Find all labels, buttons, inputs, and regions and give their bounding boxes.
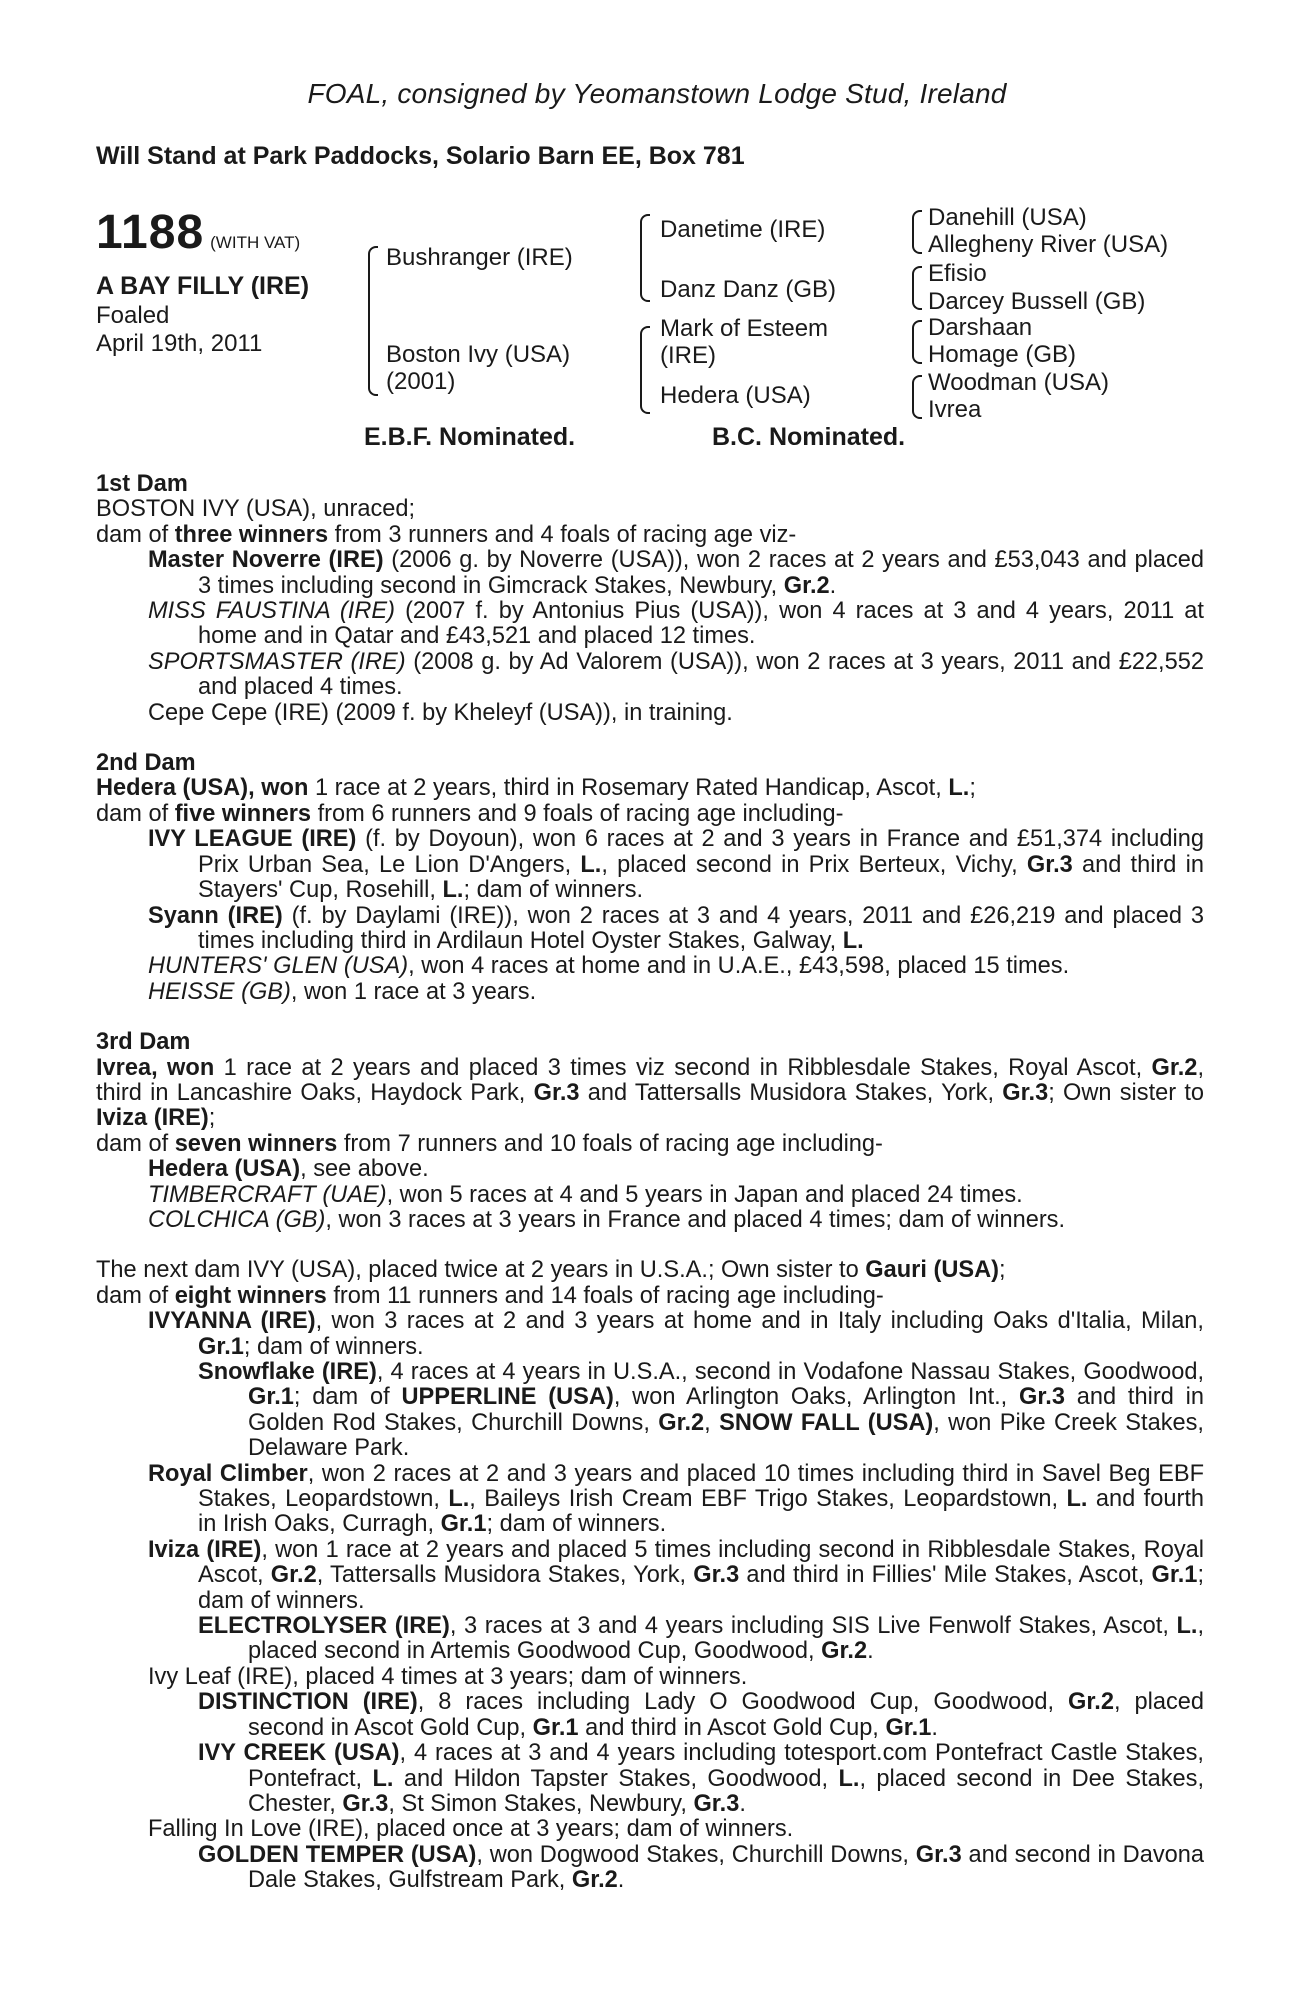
produce-entry: COLCHICA (GB), won 3 races at 3 years in France and placed 4 times; dam of winners.	[148, 1206, 1066, 1233]
produce-sub-entry: ELECTROLYSER (IRE), 3 races at 3 and 4 years including SIS Live Fenwolf Stakes, Ascot, L., placed second in Artemis Goodwood Cup, Goodwood, Gr.2.	[198, 1613, 1204, 1665]
pedigree-brace	[912, 375, 922, 419]
pedigree-sire: Bushranger (IRE)	[386, 244, 573, 271]
produce-sub-entry: DISTINCTION (IRE), 8 races including Lady O Goodwood Cup, Goodwood, Gr.2, placed second in Ascot Gold Cup, Gr.1 and third in Ascot Gold Cup, Gr.1.	[198, 1689, 1204, 1741]
pedigree-ggd-3: Homage (GB)	[928, 341, 1077, 368]
pedigree-grandsire-1: Danetime (IRE)	[660, 216, 826, 243]
pedigree-ggd-4: Ivrea	[928, 396, 982, 423]
next-dam-produce-summary: dam of eight winners from 11 runners and 14 foals of racing age including-	[96, 1282, 884, 1309]
pedigree-ggs-2: Efisio	[928, 260, 987, 287]
produce-entry: Master Noverre (IRE) (2006 g. by Noverre (USA)), won 2 races at 2 years and £53,043 and placed 3 times including second in Gimcrack Stakes, Newbury, Gr.2.	[148, 547, 1204, 599]
produce-entry: Cepe Cepe (IRE) (2009 f. by Kheleyf (USA)), in training.	[148, 699, 733, 726]
produce-entry: Ivy Leaf (IRE), placed 4 times at 3 years; dam of winners.	[148, 1663, 748, 1690]
pedigree-ggd-1: Allegheny River (USA)	[928, 231, 1169, 258]
first-dam-line: BOSTON IVY (USA), unraced;	[96, 496, 416, 523]
pedigree-grandsire-2-name: Mark of Esteem	[660, 315, 829, 342]
pedigree-brace	[640, 326, 650, 414]
bc-nomination: B.C. Nominated.	[712, 423, 906, 451]
produce-entry: Royal Climber, won 2 races at 2 and 3 years and placed 10 times including third in Savel Beg EBF Stakes, Leopardstown, L., Baileys Irish Cream EBF Trigo Stakes, Leopardstown, L. and fourth in Irish Oaks, Curragh, Gr.1; dam of winners.	[148, 1460, 1205, 1538]
pedigree-brace	[912, 320, 922, 364]
produce-entry: Falling In Love (IRE), placed once at 3 years; dam of winners.	[148, 1816, 794, 1843]
second-dam-line: Hedera (USA), won 1 race at 2 years, third in Rosemary Rated Handicap, Ascot, L.;	[96, 775, 976, 802]
pedigree-dam	[386, 341, 570, 395]
second-dam-heading: 2nd Dam	[96, 750, 196, 777]
first-dam-heading: 1st Dam	[96, 471, 188, 497]
lot-number: 1188	[96, 206, 205, 259]
third-dam-produce-summary: dam of seven winners from 7 runners and 10 foals of racing age including-	[96, 1130, 883, 1157]
produce-sub-entry: Snowflake (IRE), 4 races at 4 years in U.S.A., second in Vodafone Nassau Stakes, Goodwood, Gr.1; dam of UPPERLINE (USA), won Arlington Oaks, Arlington Int., Gr.3 and third in Golden Rod Stakes, Churchill Downs, Gr.2, SNOW FALL (USA), won Pike Creek Stakes, Delaware Park.	[198, 1359, 1205, 1462]
pedigree-dam-name: Boston Ivy (USA)	[386, 341, 571, 368]
produce-entry: Iviza (IRE), won 1 race at 2 years and placed 5 times including second in Ribblesdale Stakes, Royal Ascot, Gr.2, Tattersalls Musidora Stakes, York, Gr.3 and third in Fillies' Mile Stakes, Ascot, Gr.1; dam of winners.	[148, 1536, 1204, 1614]
foaled-date: April 19th, 2011	[96, 330, 263, 357]
pedigree-granddam-1: Danz Danz (GB)	[660, 276, 837, 303]
produce-entry: MISS FAUSTINA (IRE) (2007 f. by Antonius Pius (USA)), won 4 races at 3 and 4 years, 2011 at home and in Qatar and £43,521 and placed 12 times.	[148, 598, 1204, 650]
dam-history	[96, 472, 1204, 1894]
second-dam-produce-summary: dam of five winners from 6 runners and 9 foals of racing age including-	[96, 800, 844, 827]
pedigree-ggs-4: Woodman (USA)	[928, 369, 1109, 396]
pedigree-grandsire-2-country: (IRE)	[660, 342, 716, 369]
next-dam-line: The next dam IVY (USA), placed twice at 2 years in U.S.A.; Own sister to Gauri (USA);	[96, 1257, 1006, 1284]
pedigree-brace	[368, 246, 378, 396]
third-dam-heading: 3rd Dam	[96, 1029, 191, 1056]
produce-sub-entry: GOLDEN TEMPER (USA), won Dogwood Stakes, Churchill Downs, Gr.3 and second in Davona Dale Stakes, Gulfstream Park, Gr.2.	[198, 1841, 1204, 1894]
pedigree-dam-year: (2001)	[386, 368, 456, 395]
pedigree-grandsire-2	[660, 315, 828, 369]
foaled-label: Foaled	[96, 302, 170, 329]
pedigree-brace	[912, 266, 922, 310]
horse-description: A BAY FILLY (IRE)	[96, 272, 310, 300]
first-dam-produce-summary: dam of three winners from 3 runners and 4 foals of racing age viz-	[96, 521, 797, 548]
produce-entry: Syann (IRE) (f. by Daylami (IRE)), won 2 races at 3 and 4 years, 2011 and £26,219 and placed 3 times including third in Ardilaun Hotel Oyster Stakes, Galway, L.	[148, 902, 1204, 954]
consignment-line: FOAL, consigned by Yeomanstown Lodge Stud, Ireland	[307, 78, 1007, 109]
foaled-info	[96, 302, 262, 358]
produce-entry: IVYANNA (IRE), won 3 races at 2 and 3 years at home and in Italy including Oaks d'Italia, Milan, Gr.1; dam of winners.	[148, 1308, 1204, 1360]
vat-note: (WITH VAT)	[210, 233, 301, 252]
produce-entry: HUNTERS' GLEN (USA), won 4 races at home and in U.A.E., £43,598, placed 15 times.	[148, 953, 1070, 980]
pedigree-ggs-1: Danehill (USA)	[928, 204, 1087, 231]
pedigree-ggd-2: Darcey Bussell (GB)	[928, 288, 1146, 315]
produce-entry: SPORTSMASTER (IRE) (2008 g. by Ad Valorem (USA)), won 2 races at 3 years, 2011 and £22,552 and placed 4 times.	[148, 648, 1204, 701]
pedigree-ggs-3: Darshaan	[928, 314, 1033, 341]
stand-location: Will Stand at Park Paddocks, Solario Barn EE, Box 781	[96, 142, 745, 170]
ebf-nomination: E.B.F. Nominated.	[364, 423, 576, 451]
pedigree-brace	[912, 210, 922, 254]
third-dam-line: Ivrea, won 1 race at 2 years and placed 3 times viz second in Ribblesdale Stakes, Royal Ascot, Gr.2, third in Lancashire Oaks, Haydock Park, Gr.3 and Tattersalls Musidora Stakes, York, Gr.3; Own sister to Iviza (IRE);	[96, 1054, 1205, 1132]
produce-entry: Hedera (USA), see above.	[148, 1156, 429, 1183]
produce-entry: IVY LEAGUE (IRE) (f. by Doyoun), won 6 races at 2 and 3 years in France and £51,374 including Prix Urban Sea, Le Lion D'Angers, L., placed second in Prix Berteux, Vichy, Gr.3 and third in Stayers' Cup, Rosehill, L.; dam of winners.	[148, 826, 1205, 904]
lot-number-block	[96, 205, 300, 260]
pedigree-brace	[640, 214, 650, 302]
produce-sub-entry: IVY CREEK (USA), 4 races at 3 and 4 years including totesport.com Pontefract Castle Stakes, Pontefract, L. and Hildon Tapster Stakes, Goodwood, L., placed second in Dee Stakes, Chester, Gr.3, St Simon Stakes, Newbury, Gr.3.	[198, 1740, 1204, 1817]
produce-entry: HEISSE (GB), won 1 race at 3 years.	[148, 978, 537, 1005]
produce-entry: TIMBERCRAFT (UAE), won 5 races at 4 and 5 years in Japan and placed 24 times.	[148, 1181, 1023, 1208]
pedigree-granddam-2: Hedera (USA)	[660, 382, 811, 409]
